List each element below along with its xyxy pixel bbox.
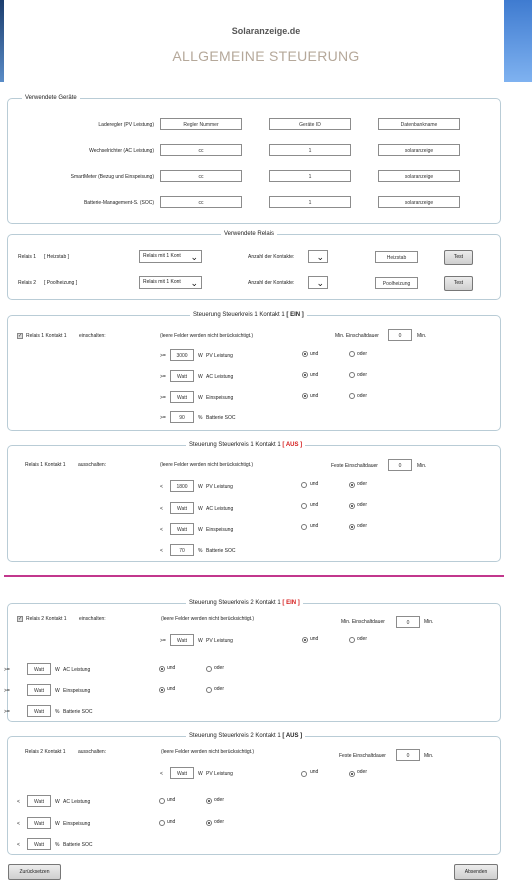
oder-label: oder (357, 523, 368, 529)
oder-label: oder (357, 481, 368, 487)
und-label: und (310, 502, 319, 508)
und-radio[interactable] (302, 351, 308, 357)
unit: % (55, 709, 60, 715)
window-edge-left (0, 0, 4, 82)
unit: W (198, 527, 203, 533)
device-id-input[interactable]: Geräte ID (269, 118, 351, 130)
k2-aus-legend: Steuerung Steuerkreis 2 Kontakt 1 [ AUS ] (186, 731, 305, 741)
und-radio[interactable] (159, 666, 165, 672)
und-radio[interactable] (301, 503, 307, 509)
oder-radio[interactable] (206, 687, 212, 693)
und-radio[interactable] (159, 820, 165, 826)
unit: % (198, 415, 203, 421)
row-label: Batterie SOC (206, 415, 236, 421)
oder-label: oder (357, 502, 368, 508)
k1-ein-checkbox[interactable]: ✓ (18, 333, 23, 339)
row-label: Batterie SOC (206, 548, 236, 554)
oder-radio[interactable] (349, 372, 355, 378)
unit: W (198, 374, 203, 380)
und-label: und (310, 523, 319, 529)
unit: W (198, 638, 203, 644)
und-label: und (310, 351, 319, 357)
pv-power-input[interactable]: Watt (170, 634, 194, 646)
device-db-input[interactable]: solaranzeige (378, 170, 460, 182)
device-label: Wechselrichter (AC Leistung) (89, 148, 154, 154)
k2-ein-label: Relais 2 Kontakt 1 (26, 616, 67, 622)
feed-in-input[interactable]: Watt (170, 523, 194, 535)
k1-ein-duration-input[interactable]: 0 (388, 329, 412, 341)
row-label: PV Leistung (206, 353, 233, 359)
device-db-input[interactable]: Datenbankname (378, 118, 460, 130)
unit: W (198, 484, 203, 490)
und-radio[interactable] (301, 524, 307, 530)
device-regler-input[interactable]: cc (160, 144, 242, 156)
k1-ein-label: Relais 1 Kontakt 1 (26, 333, 67, 339)
row-label: AC Leistung (206, 506, 234, 512)
oder-radio[interactable] (349, 482, 355, 488)
k1-aus-label: Relais 1 Kontakt 1 (25, 462, 66, 468)
pv-power-input[interactable]: 3000 (170, 349, 194, 361)
operator: >= (4, 667, 10, 673)
operator: < (17, 799, 20, 805)
relais-name: [ Heizstab ] (44, 254, 70, 260)
feed-in-input[interactable]: Watt (27, 684, 51, 696)
ac-power-input[interactable]: Watt (170, 502, 194, 514)
unit: W (198, 353, 203, 359)
und-label: und (310, 636, 319, 642)
row-label: AC Leistung (206, 374, 234, 380)
ac-power-input[interactable]: Watt (27, 795, 51, 807)
contacts-label: Anzahl der Kontakte: (248, 254, 295, 260)
k2-ein-legend: Steuerung Steuerkreis 2 Kontakt 1 [ EIN ] (186, 598, 303, 608)
chevron-down-icon: ⌄ (316, 252, 324, 262)
relais-name-input[interactable]: Poolheizung (375, 277, 418, 289)
operator: >= (160, 374, 166, 380)
soc-input[interactable]: Watt (27, 838, 51, 850)
k2-ein-checkbox[interactable]: ✓ (18, 616, 23, 622)
k2-ein-fieldset (4, 600, 501, 722)
operator: < (160, 484, 163, 490)
device-label: Batterie-Management-S. (SOC) (83, 200, 154, 206)
k1-aus-note: (leere Felder werden nicht berücksichtigt.) (160, 462, 254, 468)
und-radio[interactable] (301, 482, 307, 488)
operator: >= (160, 415, 166, 421)
oder-radio[interactable] (206, 820, 212, 826)
und-label: und (167, 819, 176, 825)
oder-label: oder (357, 372, 368, 378)
k1-ein-duration-label: Min. Einschaltdauer (335, 333, 379, 339)
k2-aus-duration-unit: Min. (424, 753, 434, 759)
oder-label: oder (357, 393, 368, 399)
operator: < (160, 527, 163, 533)
row-label: Einspeisung (206, 395, 234, 401)
oder-radio[interactable] (349, 393, 355, 399)
und-label: und (167, 686, 176, 692)
contacts-count-select[interactable] (308, 276, 328, 289)
und-radio[interactable] (302, 393, 308, 399)
und-label: und (310, 769, 319, 775)
k1-aus-duration-unit: Min. (417, 463, 427, 469)
unit: W (198, 771, 203, 777)
oder-label: oder (214, 797, 225, 803)
oder-radio[interactable] (206, 798, 212, 804)
device-id-input[interactable]: 1 (269, 170, 351, 182)
k1-aus-action: ausschalten: (78, 462, 107, 468)
feed-in-input[interactable]: Watt (27, 817, 51, 829)
relais-fieldset (7, 231, 501, 300)
oder-label: oder (214, 665, 225, 671)
und-label: und (167, 797, 176, 803)
k2-ein-action: einschalten: (79, 616, 106, 622)
feed-in-input[interactable]: Watt (170, 391, 194, 403)
oder-radio[interactable] (349, 503, 355, 509)
k1-aus-fieldset (7, 442, 501, 562)
k2-aus-duration-label: Feste Einschaltdauer (339, 753, 386, 759)
device-regler-input[interactable]: cc (160, 170, 242, 182)
devices-fieldset (7, 95, 501, 224)
row-label: Batterie SOC (63, 709, 93, 715)
k2-ein-duration-label: Min. Einschaltdauer (341, 619, 385, 625)
k1-ein-duration-unit: Min. (417, 333, 427, 339)
k2-aus-note: (leere Felder werden nicht berücksichtigt.) (161, 749, 255, 755)
k1-aus-duration-label: Feste Einschaltdauer (331, 463, 378, 469)
und-label: und (310, 393, 319, 399)
device-label: SmartMeter (Bezug und Einspeisung) (70, 174, 154, 180)
row-label: Batterie SOC (63, 842, 93, 848)
soc-input[interactable]: Watt (27, 705, 51, 717)
operator: >= (4, 688, 10, 694)
unit: % (55, 842, 60, 848)
pv-power-input[interactable]: 1800 (170, 480, 194, 492)
oder-radio[interactable] (349, 771, 355, 777)
relais-name: [ Poolheizung ] (44, 280, 78, 286)
relais-label: Relais 1 (18, 254, 37, 260)
relais-label: Relais 2 (18, 280, 37, 286)
oder-radio[interactable] (349, 524, 355, 530)
oder-radio[interactable] (349, 637, 355, 643)
device-db-input[interactable]: solaranzeige (378, 144, 460, 156)
ac-power-input[interactable]: Watt (27, 663, 51, 675)
device-label: Laderegler (PV Leistung) (98, 122, 154, 128)
row-label: PV Leistung (206, 484, 233, 490)
k2-aus-fieldset (7, 733, 501, 855)
oder-label: oder (214, 819, 225, 825)
row-label: Einspeisung (63, 688, 91, 694)
und-radio[interactable] (301, 771, 307, 777)
site-name: Solaranzeige.de (231, 26, 301, 36)
oder-radio[interactable] (349, 351, 355, 357)
unit: % (198, 548, 203, 554)
submit-button[interactable]: Absenden (454, 864, 498, 880)
device-db-input[interactable]: solaranzeige (378, 196, 460, 208)
k1-ein-action: einschalten: (79, 333, 106, 339)
unit: W (55, 821, 60, 827)
soc-input[interactable]: 90 (170, 411, 194, 423)
row-label: Einspeisung (206, 527, 234, 533)
und-radio[interactable] (159, 687, 165, 693)
k2-ein-duration-input[interactable]: 0 (396, 616, 420, 628)
reset-button[interactable]: Zurücksetzen (8, 864, 61, 880)
page-title: ALLGEMEINE STEUERUNG (172, 48, 360, 64)
contacts-count-select[interactable] (308, 250, 328, 263)
row-label: AC Leistung (63, 799, 91, 805)
chevron-down-icon: ⌄ (190, 278, 198, 288)
chevron-down-icon: ⌄ (316, 278, 324, 288)
oder-label: oder (357, 351, 368, 357)
device-regler-input[interactable]: cc (160, 196, 242, 208)
pv-power-input[interactable]: Watt (170, 767, 194, 779)
devices-legend: Verwendete Geräte (22, 93, 80, 103)
k2-aus-label: Relais 2 Kontakt 1 (25, 749, 66, 755)
operator: < (17, 842, 20, 848)
k1-aus-legend: Steuerung Steuerkreis 1 Kontakt 1 [ AUS ] (186, 440, 305, 450)
relais-name-input[interactable]: Heizstab (375, 251, 418, 263)
ac-power-input[interactable]: Watt (170, 370, 194, 382)
k1-ein-note: (leere Felder werden nicht berücksichtigt.) (160, 333, 254, 339)
device-regler-input[interactable]: Regler Nummer (160, 118, 242, 130)
unit: W (55, 667, 60, 673)
window-edge-right (504, 0, 532, 82)
relais-legend: Verwendete Relais (221, 229, 277, 239)
oder-radio[interactable] (206, 666, 212, 672)
und-radio[interactable] (302, 637, 308, 643)
unit: W (55, 799, 60, 805)
oder-label: oder (357, 636, 368, 642)
oder-label: oder (357, 769, 368, 775)
k2-ein-duration-unit: Min. (424, 619, 434, 625)
relais-type-select[interactable]: Relais mit 1 Kont ⌄ (139, 276, 202, 289)
test-button[interactable]: Test (444, 276, 473, 291)
row-label: PV Leistung (206, 638, 233, 644)
device-id-input[interactable]: 1 (269, 196, 351, 208)
operator: >= (160, 638, 166, 644)
row-label: PV Leistung (206, 771, 233, 777)
operator: < (17, 821, 20, 827)
test-button[interactable]: Test (444, 250, 473, 265)
unit: W (198, 395, 203, 401)
und-label: und (310, 372, 319, 378)
k1-ein-legend: Steuerung Steuerkreis 1 Kontakt 1 [ EIN ] (190, 310, 307, 320)
k1-ein-fieldset (7, 312, 501, 431)
operator: < (160, 506, 163, 512)
section-divider (4, 575, 504, 577)
device-id-input[interactable]: 1 (269, 144, 351, 156)
chevron-down-icon: ⌄ (190, 252, 198, 262)
operator: >= (160, 353, 166, 359)
und-label: und (310, 481, 319, 487)
k2-aus-duration-input[interactable]: 0 (396, 749, 420, 761)
row-label: AC Leistung (63, 667, 91, 673)
k2-aus-action: ausschalten: (78, 749, 107, 755)
oder-label: oder (214, 686, 225, 692)
contacts-label: Anzahl der Kontakte: (248, 280, 295, 286)
und-radio[interactable] (159, 798, 165, 804)
relais-type-select[interactable]: Relais mit 1 Kont ⌄ (139, 250, 202, 263)
operator: >= (4, 709, 10, 715)
soc-input[interactable]: 70 (170, 544, 194, 556)
k1-aus-duration-input[interactable]: 0 (388, 459, 412, 471)
und-label: und (167, 665, 176, 671)
operator: < (160, 771, 163, 777)
operator: >= (160, 395, 166, 401)
und-radio[interactable] (302, 372, 308, 378)
operator: < (160, 548, 163, 554)
row-label: Einspeisung (63, 821, 91, 827)
k2-ein-note: (leere Felder werden nicht berücksichtigt.) (161, 616, 255, 622)
unit: W (55, 688, 60, 694)
unit: W (198, 506, 203, 512)
